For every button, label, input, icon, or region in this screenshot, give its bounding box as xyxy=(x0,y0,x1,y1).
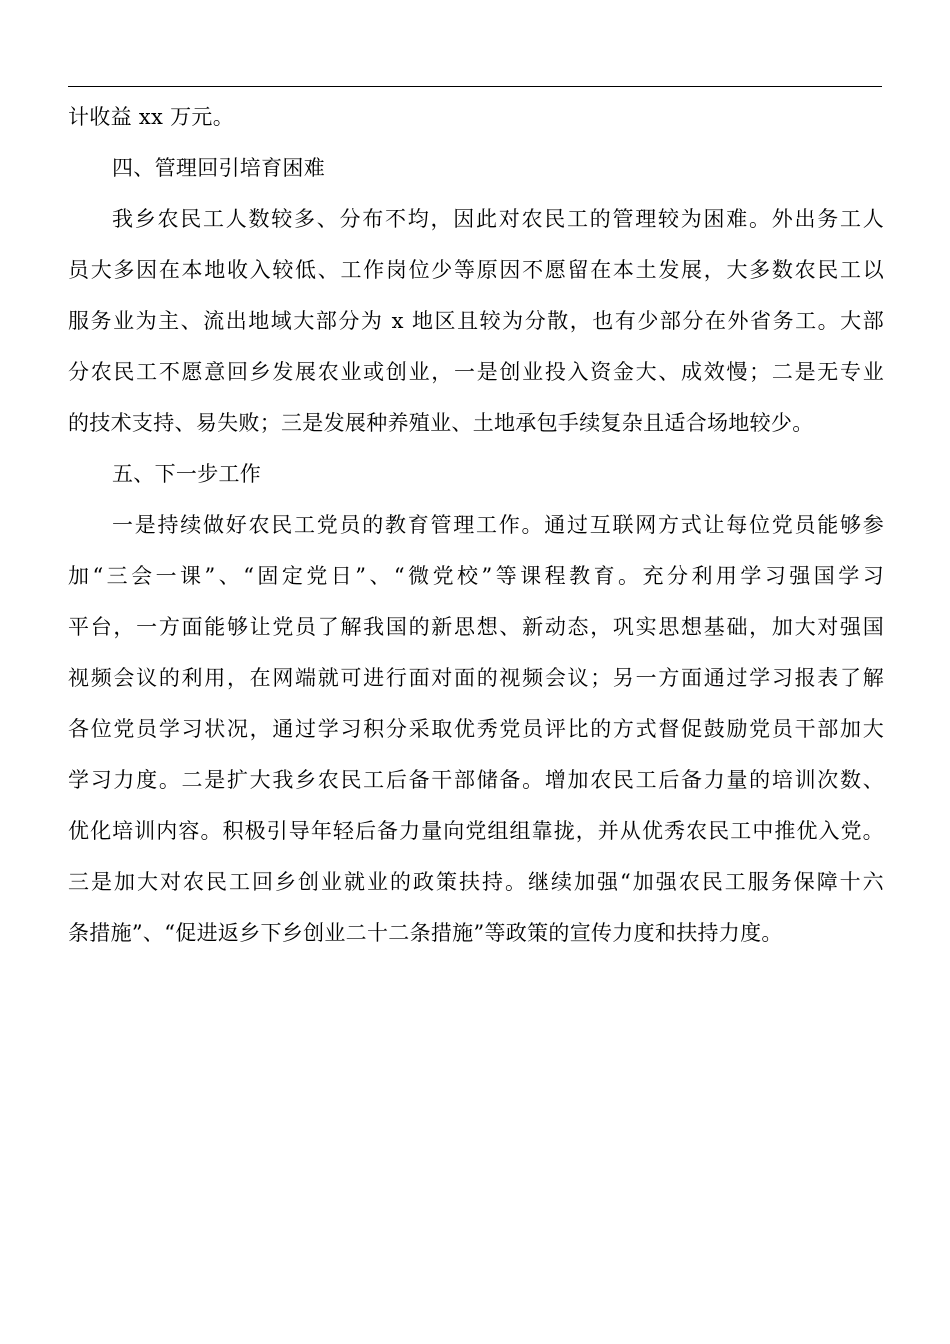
paragraph-line: 一是持续做好农民工党员的教育管理工作。通过互联网方式让每位党员能够参 xyxy=(112,513,884,537)
paragraph-line: 平台，一方面能够让党员了解我国的新思想、新动态，巩实思想基础，加大对强国 xyxy=(68,615,884,639)
paragraph-line: 三是加大对农民工回乡创业就业的政策扶持。继续加强“加强农民工服务保障十六 xyxy=(68,870,884,894)
document-body xyxy=(68,92,884,959)
section-heading-four: 四、管理回引培育困难 xyxy=(112,156,325,180)
paragraph-line: 条措施”、“促进返乡下乡创业二十二条措施”等政策的宣传力度和扶持力度。 xyxy=(68,921,783,945)
paragraph-line: 加“三会一课”、“固定党日”、“微党校”等课程教育。充分利用学习强国学习 xyxy=(68,564,884,588)
paragraph-line: 学习力度。二是扩大我乡农民工后备干部储备。增加农民工后备力量的培训次数、 xyxy=(68,768,884,792)
paragraph-line: 优化培训内容。积极引导年轻后备力量向党组组靠拢，并从优秀农民工中推优入党。 xyxy=(68,819,884,843)
paragraph-line: 的技术支持、易失败；三是发展种养殖业、土地承包手续复杂且适合场地较少。 xyxy=(68,411,814,435)
paragraph-continuation-line: 计收益 xx 万元。 xyxy=(68,105,235,129)
paragraph-line: 视频会议的利用，在网端就可进行面对面的视频会议；另一方面通过学习报表了解 xyxy=(68,666,884,690)
paragraph-line: 分农民工不愿意回乡发展农业或创业，一是创业投入资金大、成效慢；二是无专业 xyxy=(68,360,884,384)
paragraph-line: 各位党员学习状况，通过学习积分采取优秀党员评比的方式督促鼓励党员干部加大 xyxy=(68,717,884,741)
section-heading-five: 五、下一步工作 xyxy=(112,462,262,486)
paragraph-line: 服务业为主、流出地域大部分为 x 地区且较为分散，也有少部分在外省务工。大部 xyxy=(68,309,884,333)
paragraph-line: 我乡农民工人数较多、分布不均，因此对农民工的管理较为困难。外出务工人 xyxy=(112,207,884,231)
header-rule xyxy=(68,86,882,87)
paragraph-line: 员大多因在本地收入较低、工作岗位少等原因不愿留在本土发展，大多数农民工以 xyxy=(68,258,884,282)
